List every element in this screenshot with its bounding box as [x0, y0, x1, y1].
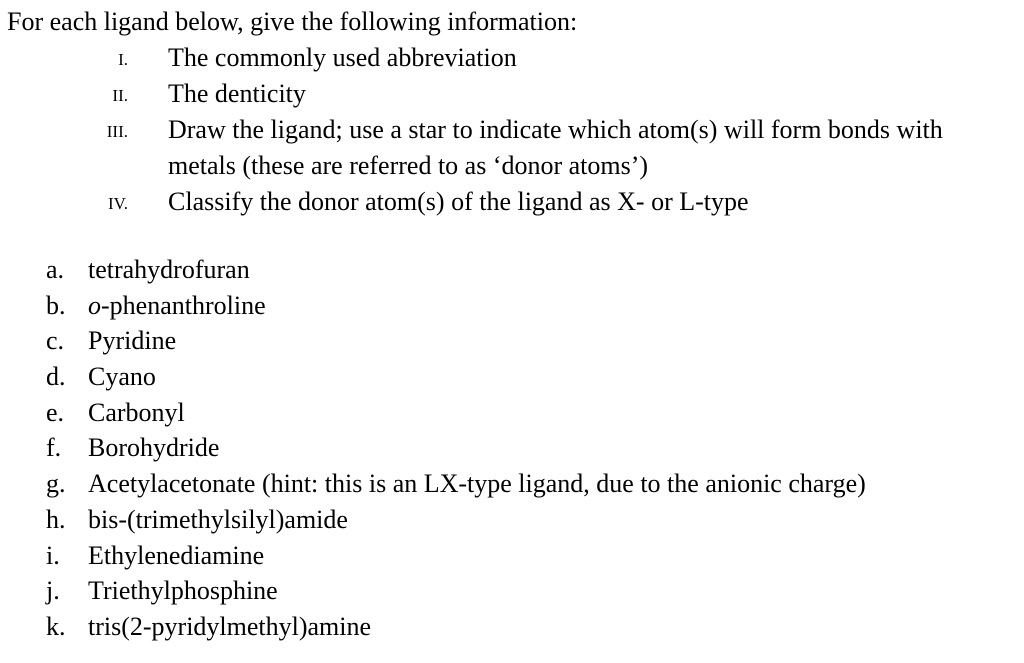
info-item-number: IV.	[108, 194, 128, 213]
ligand-item	[0, 538, 1024, 574]
ligand-name: Borohydride	[88, 433, 220, 463]
ligand-item	[0, 395, 1024, 431]
ligand-name-prefix: o	[88, 290, 101, 320]
ligand-name: Pyridine	[88, 326, 177, 356]
instructions-heading: For each ligand below, give the following information:	[7, 7, 578, 36]
ligand-name: tetrahydrofuran	[88, 255, 250, 284]
info-item-text: The denticity	[168, 79, 306, 108]
ligand-name: bis-(trimethylsilyl)amide	[88, 504, 348, 534]
ligand-letter: a.	[46, 255, 65, 284]
info-item-text	[168, 112, 1004, 184]
ligand-item	[0, 502, 1024, 538]
ligand-letter: c.	[46, 326, 65, 356]
ligand-item	[0, 466, 1024, 502]
ligand-letter: g.	[46, 469, 66, 499]
info-item	[0, 112, 1024, 184]
ligand-name	[88, 288, 266, 324]
ligand-item	[0, 359, 1024, 395]
ligand-letter: b.	[46, 290, 66, 320]
info-item-number: II.	[112, 86, 128, 105]
info-item-text: Classify the donor atom(s) of the ligand as X- or L-type	[168, 187, 749, 216]
ligand-name: tris(2-pyridylmethyl)amine	[88, 611, 372, 641]
ligand-letter: e.	[46, 397, 65, 427]
ligand-item	[0, 430, 1024, 466]
info-item-text-line2: metals (these are referred to as ‘donor atoms’)	[168, 151, 649, 180]
info-requirements-list	[0, 40, 1024, 220]
ligand-letter: h.	[46, 504, 66, 534]
ligand-name: Carbonyl	[88, 397, 185, 427]
info-item-number: III.	[106, 122, 128, 141]
ligand-list	[0, 252, 1024, 645]
info-item-text-line1: Draw the ligand; use a star to indicate which atom(s) will form bonds with	[168, 115, 943, 144]
ligand-name: Triethylphosphine	[88, 576, 278, 606]
ligand-item	[0, 288, 1024, 324]
info-item	[0, 184, 1024, 220]
info-item-text: The commonly used abbreviation	[168, 43, 517, 72]
ligand-name-rest: -phenanthroline	[101, 290, 266, 320]
info-item-number: I.	[118, 50, 128, 69]
ligand-item	[0, 323, 1024, 359]
ligand-letter: i.	[46, 540, 60, 570]
ligand-name: Ethylenediamine	[88, 540, 265, 570]
ligand-item	[0, 573, 1024, 609]
ligand-letter: k.	[46, 611, 66, 641]
info-item	[0, 40, 1024, 76]
ligand-letter: d.	[46, 362, 66, 392]
ligand-item	[0, 609, 1024, 645]
ligand-letter: f.	[46, 433, 62, 463]
ligand-name: Acetylacetonate (hint: this is an LX-type ligand, due to the anionic charge)	[88, 469, 866, 499]
ligand-item	[0, 252, 1024, 288]
ligand-letter: j.	[46, 576, 60, 606]
info-item	[0, 76, 1024, 112]
ligand-name: Cyano	[88, 362, 156, 392]
